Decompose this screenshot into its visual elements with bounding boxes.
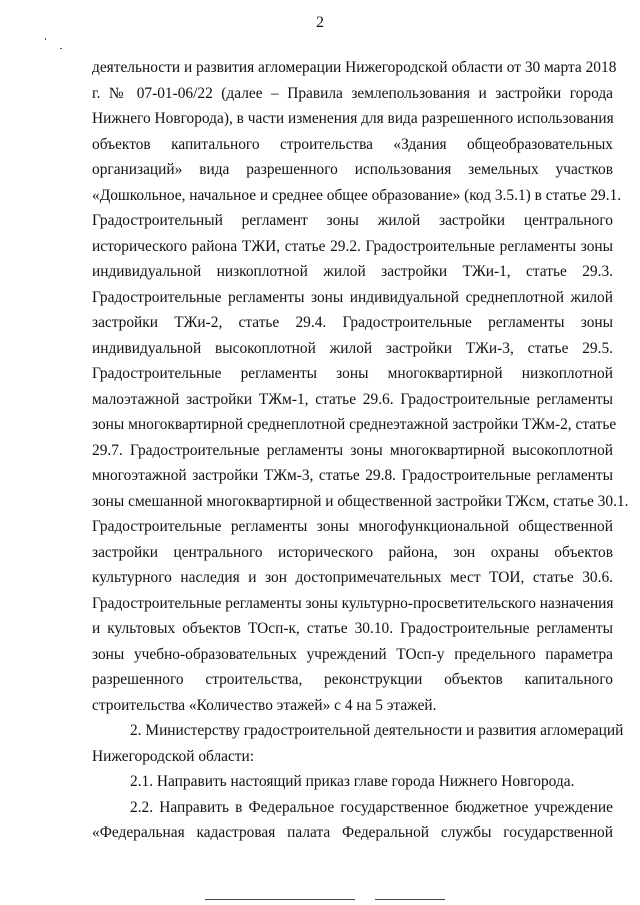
text-line: «Дошкольное, начальное и среднее общее образование» (код 3.5.1) в статье 29.1. xyxy=(92,186,622,204)
text-line: «Федеральная кадастровая палата Федеральной службы государственной xyxy=(92,824,613,841)
text-line: г. № 07-01-06/22 (далее – Правила землепользования и застройки города xyxy=(92,84,613,102)
text-line: многоэтажной застройки ТЖм-3, статье 29.8. Градостроительные регламенты xyxy=(92,467,613,484)
text-line: деятельности и развития агломерации Нижегородской области от 30 марта 2018 xyxy=(92,59,617,76)
text-line: 29.7. Градостроительные регламенты зоны многоквартирной высокоплотной xyxy=(92,441,613,459)
text-line: строительства «Количество этажей» с 4 на 5 этажей. xyxy=(92,696,437,714)
text-line: организаций» вида разрешенного использования земельных участков xyxy=(92,161,613,178)
text-line: застройки центрального исторического района, зон охраны объектов xyxy=(92,543,613,561)
paragraph-first-line: 2.2. Направить в Федеральное государственное бюджетное учреждение xyxy=(130,798,613,816)
paragraph-first-line: 2.1. Направить настоящий приказ главе города Нижнего Новгорода. xyxy=(130,773,575,790)
text-line: Нижнего Новгорода), в части изменения для вида разрешенного использования xyxy=(92,110,614,127)
text-line: зоны смешанной многоквартирной и общественной застройки ТЖсм, статье 30.1. xyxy=(92,492,629,510)
text-line: и культовых объектов ТОсп-к, статье 30.10. Градостроительные регламенты xyxy=(92,620,613,637)
text-line: Градостроительный регламент зоны жилой застройки центрального xyxy=(92,212,613,229)
text-line: Градостроительные регламенты зоны многоквартирной низкоплотной xyxy=(92,365,613,382)
text-line: культурного наследия и зон достопримечательных мест ТОИ, статье 30.6. xyxy=(92,569,613,586)
text-line: индивидуальной низкоплотной жилой застройки ТЖи-1, статье 29.3. xyxy=(92,263,613,280)
page-number: 2 xyxy=(316,14,324,31)
scan-speck xyxy=(45,38,46,40)
text-line: Градостроительные регламенты зоны индивидуальной среднеплотной жилой xyxy=(92,288,613,306)
text-line: Градостроительные регламенты зоны многофункциональной общественной xyxy=(92,518,613,535)
scan-edge-line xyxy=(205,899,355,900)
scan-speck xyxy=(60,48,62,49)
text-line: зоны многоквартирной среднеплотной среднеэтажной застройки ТЖм-2, статье xyxy=(92,416,617,433)
scan-edge-line xyxy=(375,899,445,900)
paragraph-first-line: 2. Министерству градостроительной деятельности и развития агломераций xyxy=(130,722,624,739)
text-line: зоны учебно-образовательных учреждений ТОсп-у предельного параметра xyxy=(92,645,613,663)
text-line: разрешенного строительства, реконструкции объектов капитального xyxy=(92,671,613,688)
text-line: Градостроительные регламенты зоны культурно-просветительского назначения xyxy=(92,594,614,612)
text-line: Нижегородской области: xyxy=(92,747,255,765)
text-line: застройки ТЖи-2, статье 29.4. Градостроительные регламенты зоны xyxy=(92,314,613,331)
text-line: объектов капитального строительства «Здания общеобразовательных xyxy=(92,135,613,153)
text-line: индивидуальной высокоплотной жилой застройки ТЖи-3, статье 29.5. xyxy=(92,339,613,357)
document-body xyxy=(92,55,629,846)
text-line: малоэтажной застройки ТЖм-1, статье 29.6. Градостроительные регламенты xyxy=(92,390,613,408)
text-line: исторического района ТЖИ, статье 29.2. Градостроительные регламенты зоны xyxy=(92,237,613,255)
